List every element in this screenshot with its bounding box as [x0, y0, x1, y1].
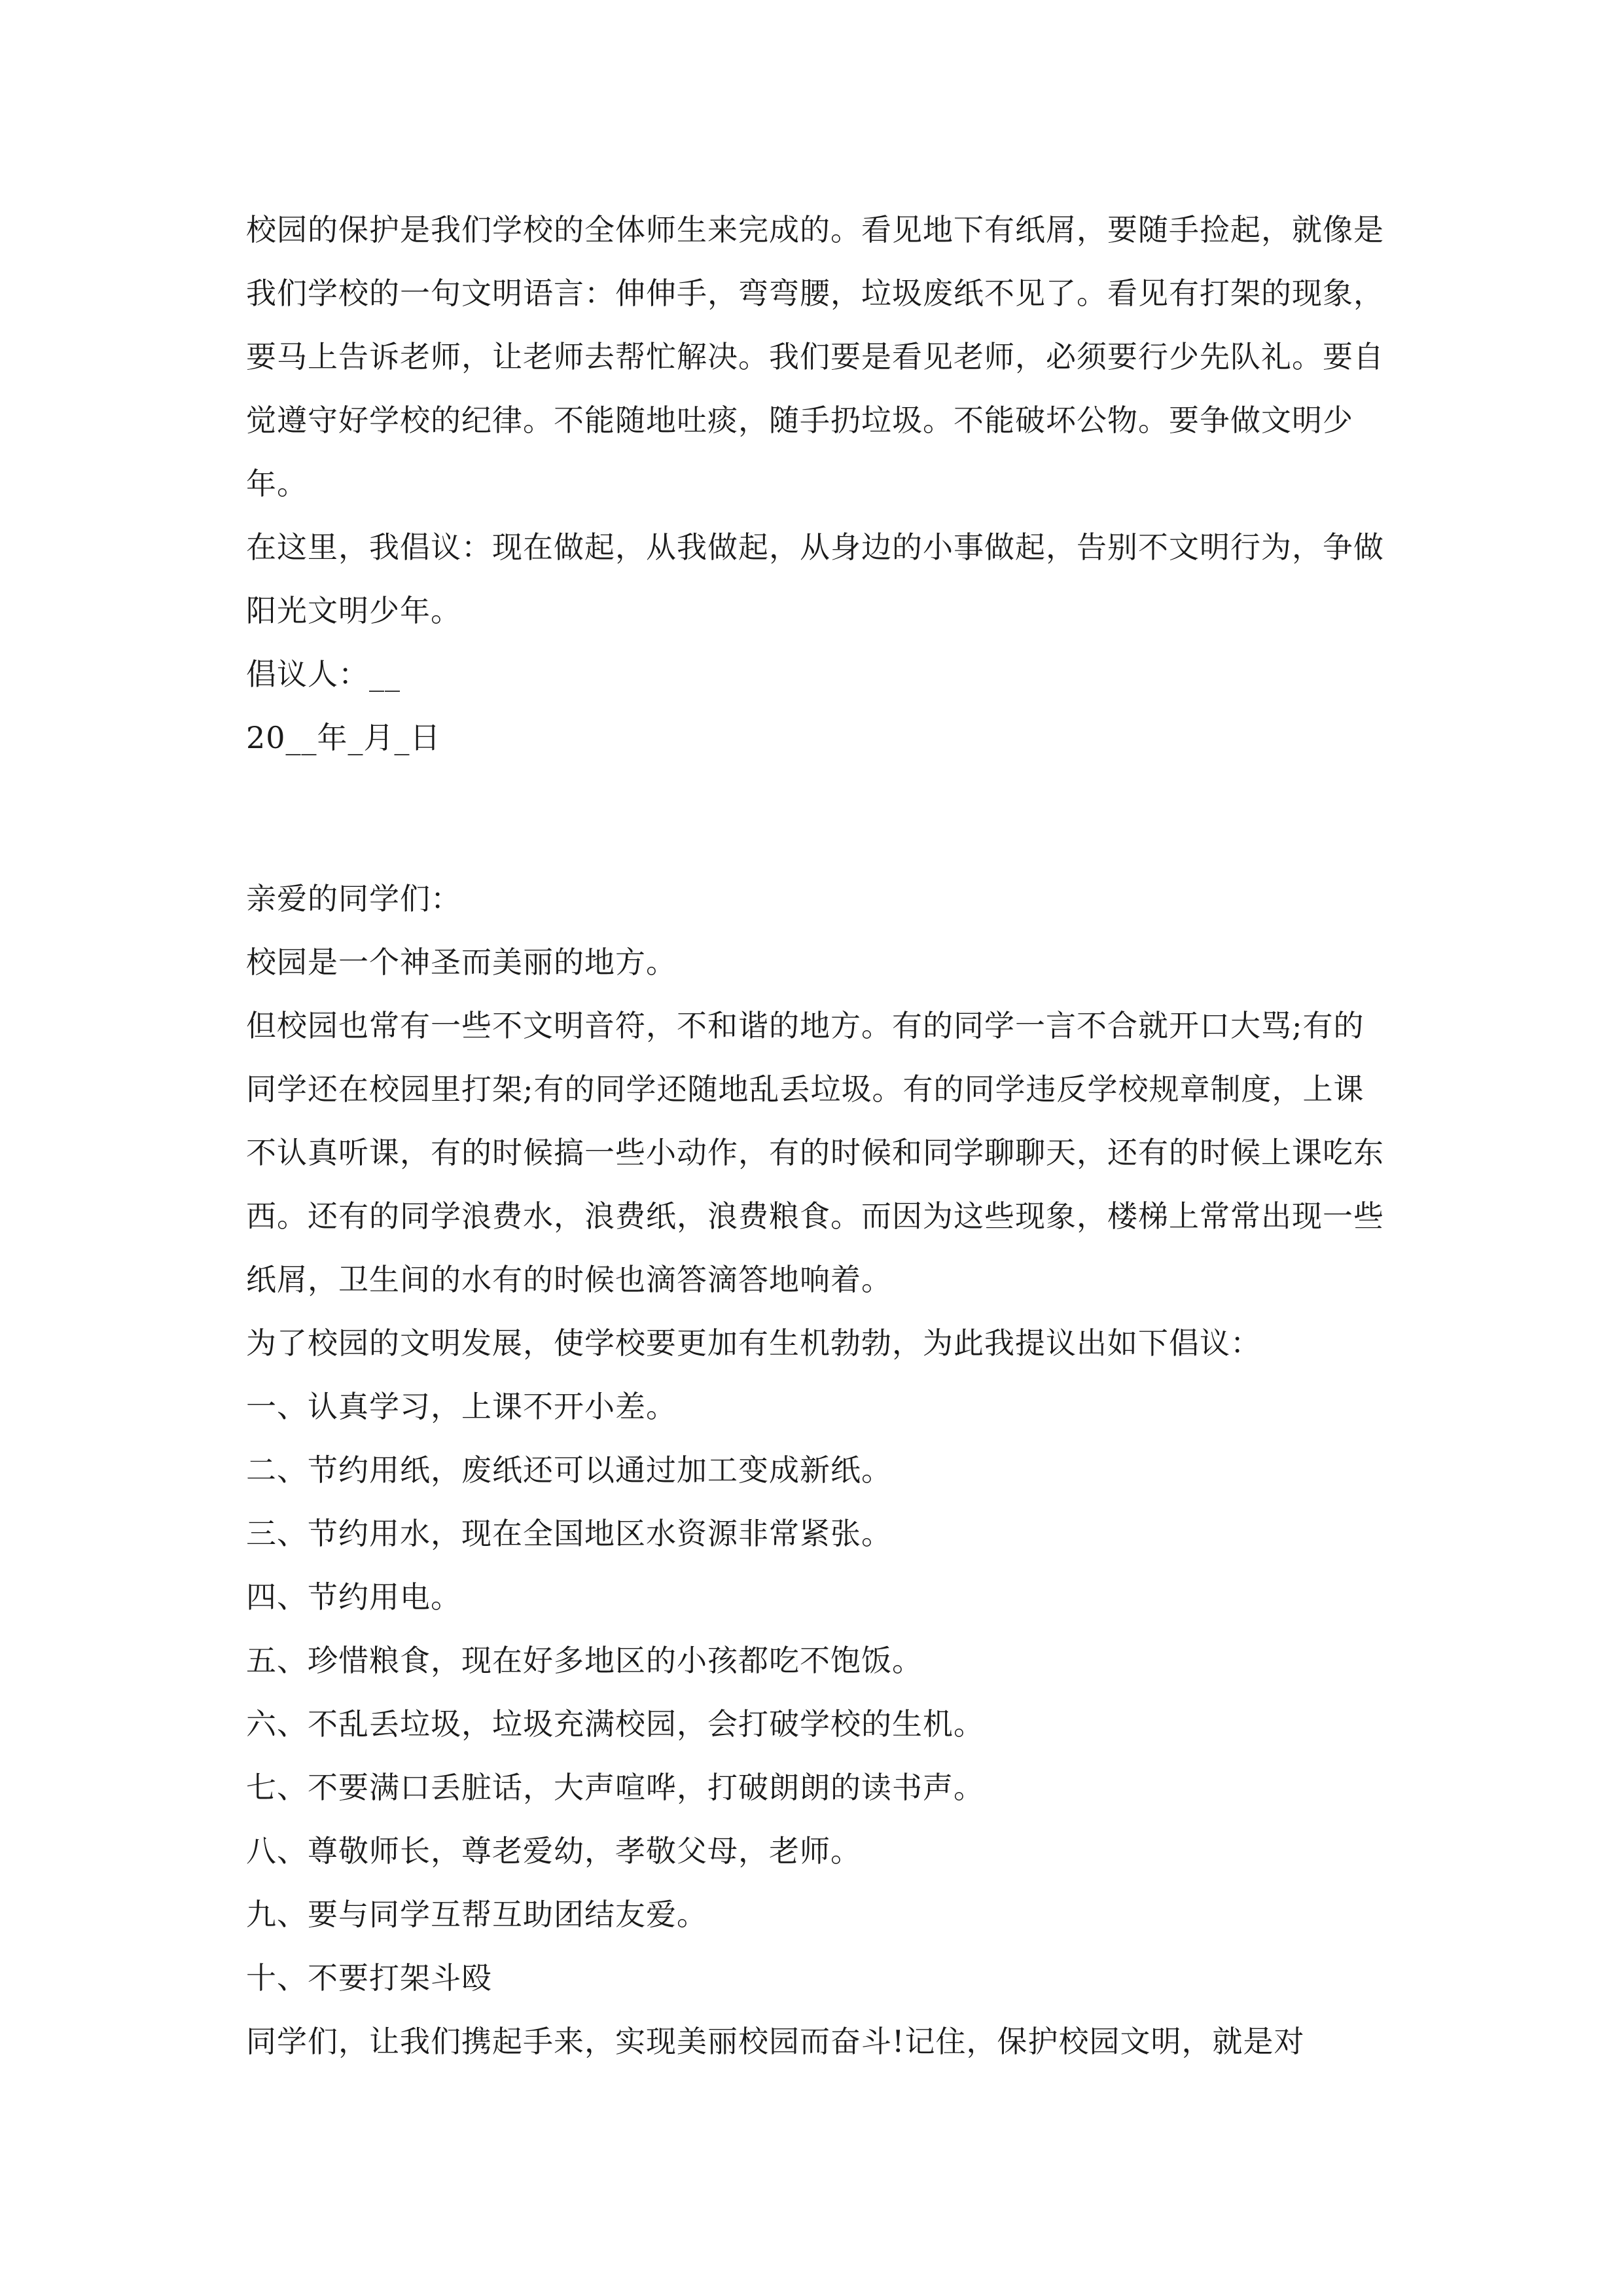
list-item: 五、珍惜粮食，现在好多地区的小孩都吃不饱饭。: [246, 1643, 923, 1678]
list-item: 一、认真学习，上课不开小差。: [246, 1389, 677, 1424]
closing-paragraph: 同学们，让我们携起手来，实现美丽校园而奋斗!记住，保护校园文明，就是对: [246, 2024, 1305, 2059]
paragraph: 校园的保护是我们学校的全体师生来完成的。看见地下有纸屑，要随手捡起，就像是我们学校的一句文明语言：伸伸手，弯弯腰，垃圾废纸不见了。看见有打架的现象，要马上告诉老师，让老师去帮忙解决。我们要是看见老师，必须要行少先队礼。要自觉遵守好学校的纪律。不能随地吐痰，随手扔垃圾。不能破坏公物。要争做文明少年。: [246, 212, 1384, 501]
proposal-section-one: [246, 198, 1385, 770]
greeting: 亲爱的同学们：: [246, 881, 461, 916]
list-item: 九、要与同学互帮互助团结友爱。: [246, 1897, 707, 1932]
list-item: 二、节约用纸，废纸还可以通过加工变成新纸。: [246, 1452, 892, 1488]
signer-line: 倡议人：__: [246, 656, 401, 692]
list-item: 四、节约用电。: [246, 1579, 461, 1615]
paragraph: 为了校园的文明发展，使学校要更加有生机勃勃，为此我提议出如下倡议：: [246, 1325, 1261, 1361]
list-item: 十、不要打架斗殴: [246, 1960, 492, 1996]
paragraph: 校园是一个神圣而美丽的地方。: [246, 944, 677, 980]
proposal-section-two: [246, 867, 1385, 2073]
list-item: 八、尊敬师长，尊老爱幼，孝敬父母，老师。: [246, 1833, 861, 1869]
date-line: 20__年_月_日: [246, 720, 441, 755]
list-item: 六、不乱丢垃圾，垃圾充满校园，会打破学校的生机。: [246, 1706, 984, 1742]
paragraph: 在这里，我倡议：现在做起，从我做起，从身边的小事做起，告别不文明行为，争做阳光文明少年。: [246, 529, 1384, 628]
paragraph: 但校园也常有一些不文明音符，不和谐的地方。有的同学一言不合就开口大骂;有的同学还在校园里打架;有的同学还随地乱丢垃圾。有的同学违反学校规章制度，上课不认真听课，有的时候搞一些小动作，有的时候和同学聊聊天，还有的时候上课吃东西。还有的同学浪费水，浪费纸，浪费粮食。而因为这些现象，楼梯上常常出现一些纸屑，卫生间的水有的时候也滴答滴答地响着。: [246, 1008, 1384, 1297]
list-item: 三、节约用水，现在全国地区水资源非常紧张。: [246, 1516, 892, 1551]
list-item: 七、不要满口丢脏话，大声喧哗，打破朗朗的读书声。: [246, 1770, 984, 1805]
